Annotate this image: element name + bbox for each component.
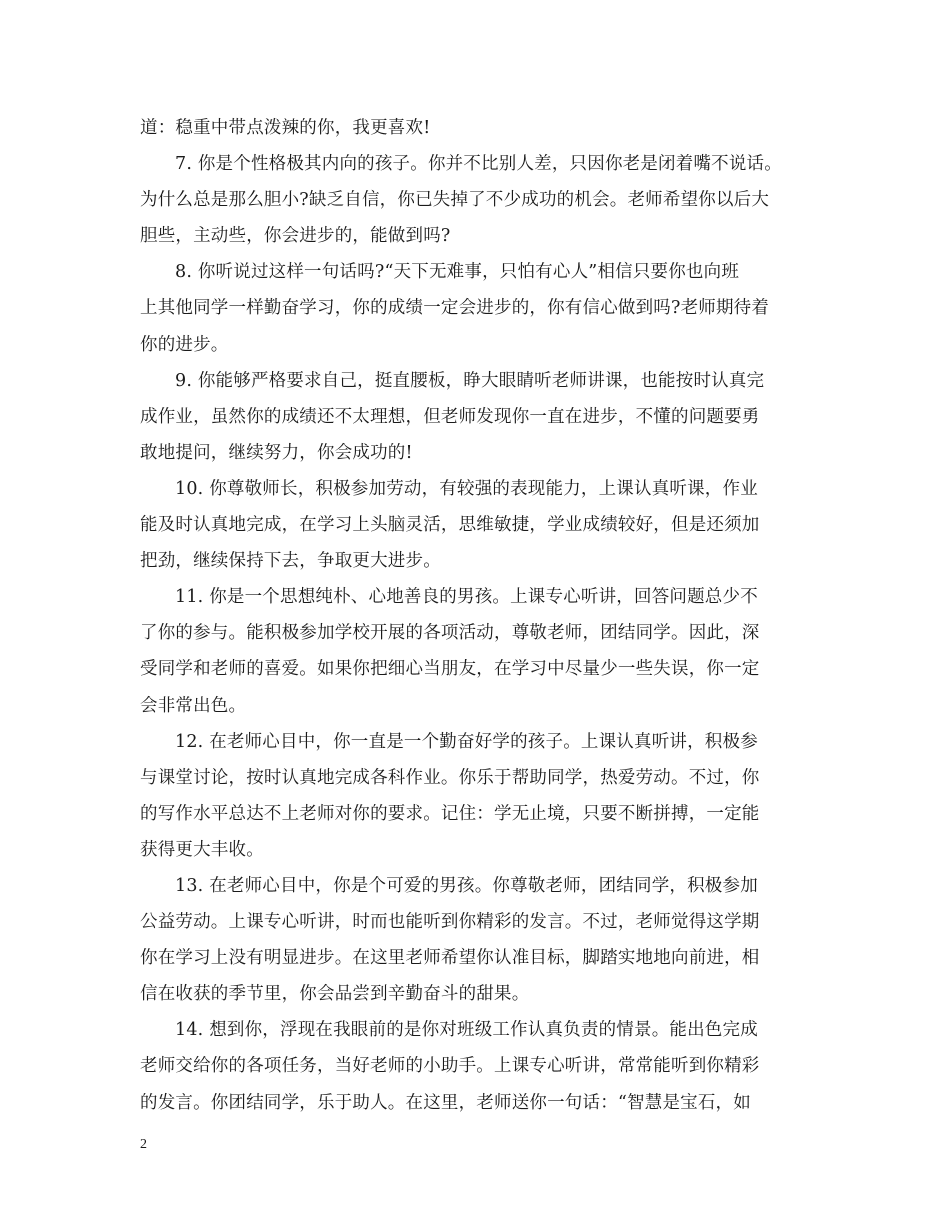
paragraph bbox=[140, 868, 812, 1012]
paragraph bbox=[140, 363, 812, 471]
text-line: 10. 你尊敬师长，积极参加劳动，有较强的表现能力，上课认真听课，作业 bbox=[175, 478, 758, 499]
text-line: 会非常出色。 bbox=[140, 695, 247, 716]
text-line: 13. 在老师心目中，你是个可爱的男孩。你尊敬老师，团结同学，积极参加 bbox=[175, 875, 758, 896]
paragraph bbox=[140, 471, 812, 579]
text-line: 你的进步。 bbox=[140, 334, 229, 355]
paragraph bbox=[140, 1012, 812, 1120]
text-line: 成作业，虽然你的成绩还不太理想，但老师发现你一直在进步，不懂的问题要勇 bbox=[140, 406, 760, 427]
page-number: 2 bbox=[140, 1137, 147, 1152]
text-line: 的写作水平总达不上老师对你的要求。记住：学无止境，只要不断拼搏，一定能 bbox=[140, 803, 760, 824]
paragraph bbox=[140, 724, 812, 868]
text-line: 能及时认真地完成，在学习上头脑灵活，思维敏捷，学业成绩较好，但是还须加 bbox=[140, 515, 760, 536]
text-line: 道：稳重中带点泼辣的你，我更喜欢! bbox=[140, 118, 431, 138]
text-line: 受同学和老师的喜爱。如果你把细心当朋友，在学习中尽量少一些失误，你一定 bbox=[140, 659, 760, 680]
text-line: 与课堂讨论，按时认真地完成各科作业。你乐于帮助同学，热爱劳动。不过，你 bbox=[140, 767, 760, 788]
text-line: 11. 你是一个思想纯朴、心地善良的男孩。上课专心听讲，回答问题总少不 bbox=[175, 587, 758, 608]
text-line: 获得更大丰收。 bbox=[140, 839, 264, 860]
text-line: 14. 想到你，浮现在我眼前的是你对班级工作认真负责的情景。能出色完成 bbox=[175, 1020, 758, 1041]
text-line: 上其他同学一样勤奋学习，你的成绩一定会进步的，你有信心做到吗?老师期待着 bbox=[140, 298, 770, 319]
text-line: 为什么总是那么胆小?缺乏自信，你已失掉了不少成功的机会。老师希望你以后大 bbox=[140, 190, 770, 211]
text-line: 公益劳动。上课专心听讲，时而也能听到你精彩的发言。不过，老师觉得这学期 bbox=[140, 912, 760, 933]
text-line: 12. 在老师心目中，你一直是一个勤奋好学的孩子。上课认真听讲，积极参 bbox=[175, 731, 758, 752]
text-line: 7. 你是个性格极其内向的孩子。你并不比别人差，只因你老是闭着嘴不说话。 bbox=[175, 154, 782, 175]
text-line: 敢地提问，继续努力，你会成功的! bbox=[140, 442, 413, 463]
text-line: 胆些，主动些，你会进步的，能做到吗? bbox=[140, 226, 451, 247]
paragraph bbox=[140, 579, 812, 723]
text-line: 把劲，继续保持下去，争取更大进步。 bbox=[140, 551, 441, 572]
document-body bbox=[140, 110, 812, 1121]
text-line: 的发言。你团结同学，乐于助人。在这里，老师送你一句话：“智慧是宝石，如 bbox=[140, 1092, 751, 1113]
paragraph bbox=[140, 110, 812, 146]
text-line: 8. 你听说过这样一句话吗?“天下无难事，只怕有心人”相信只要你也向班 bbox=[175, 262, 740, 283]
text-line: 了你的参与。能积极参加学校开展的各项活动，尊敬老师，团结同学。因此，深 bbox=[140, 623, 760, 644]
text-line: 老师交给你的各项任务，当好老师的小助手。上课专心听讲，常常能听到你精彩 bbox=[140, 1056, 760, 1077]
paragraph bbox=[140, 146, 812, 254]
paragraph bbox=[140, 254, 812, 362]
text-line: 9. 你能够严格要求自己，挺直腰板，睁大眼睛听老师讲课，也能按时认真完 bbox=[175, 370, 765, 391]
text-line: 你在学习上没有明显进步。在这里老师希望你认准目标，脚踏实地地向前进，相 bbox=[140, 948, 760, 969]
text-line: 信在收获的季节里，你会品尝到辛勤奋斗的甜果。 bbox=[140, 984, 530, 1005]
